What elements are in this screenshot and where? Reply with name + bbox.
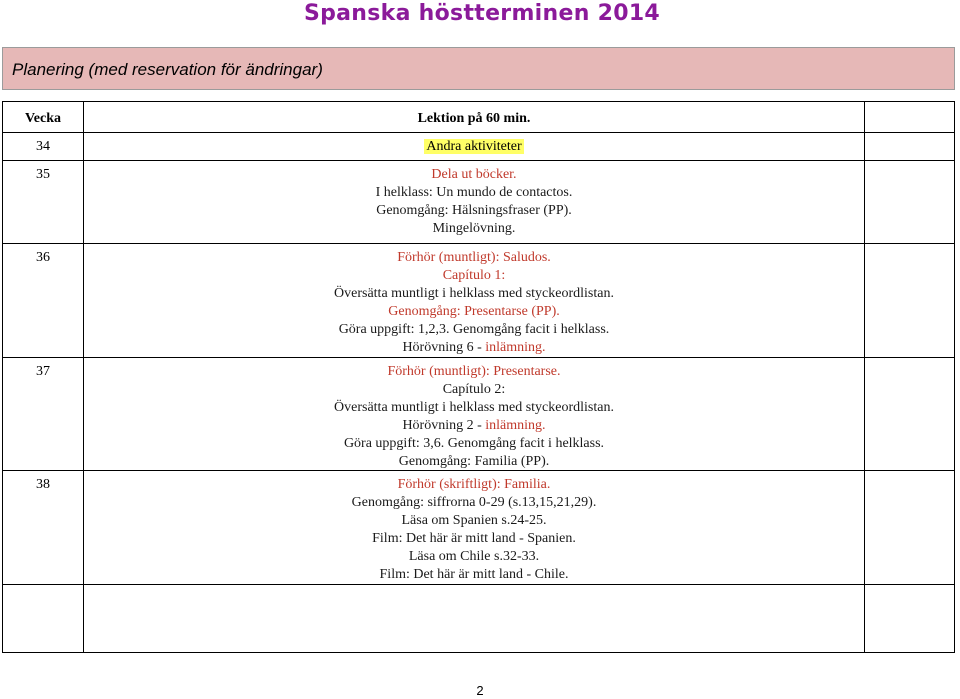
lesson-line-text: Översätta muntligt i helklass med styckeordlistan. [334,400,614,415]
lesson-line-text: Andra aktiviteter [426,139,522,154]
lesson-content [84,138,864,156]
column-divider [864,102,865,652]
lesson-line [84,435,864,453]
lesson-line-text: Förhör (muntligt): Presentarse. [387,364,561,379]
lesson-line-text: I helklass: Un mundo de contactos. [375,185,573,200]
lesson-line-text: Hörövning 2 - [402,418,486,433]
lesson-line [84,202,864,220]
lesson-line [84,138,864,156]
lesson-line [84,381,864,399]
lesson-line [84,321,864,339]
lesson-line [84,530,864,548]
lesson-line [84,220,864,238]
week-number: 35 [36,167,50,182]
schedule-table [2,101,955,653]
row-divider [3,160,954,161]
lesson-line-text: Film: Det här är mitt land - Spanien. [372,531,576,546]
planning-banner [2,47,955,90]
lesson-content [84,249,864,357]
planning-banner-text: Planering (med reservation för ändringar) [12,60,323,79]
lesson-line [84,339,864,357]
row-divider [3,357,954,358]
header-week: Vecka [24,111,62,126]
lesson-line-text: Genomgång: Familia (PP). [398,454,550,469]
submission-label: inlämning. [485,418,546,433]
lesson-line-text: Förhör (muntligt): Saludos. [397,250,551,265]
lesson-line [84,399,864,417]
lesson-line-text: Dela ut böcker. [431,167,517,182]
lesson-line [84,184,864,202]
lesson-line-text: Genomgång: Presentarse (PP). [388,304,560,319]
week-number: 34 [36,139,50,154]
lesson-line [84,476,864,494]
lesson-line [84,417,864,435]
row-divider [3,584,954,585]
week-number: 38 [36,477,50,492]
lesson-line [84,363,864,381]
lesson-line [84,548,864,566]
lesson-line [84,494,864,512]
lesson-line [84,267,864,285]
lesson-line-text: Göra uppgift: 3,6. Genomgång facit i helklass. [343,436,605,451]
week-number: 36 [36,250,50,265]
lesson-line [84,566,864,584]
document-title: Spanska höstterminen 2014 [303,1,661,26]
lesson-line [84,453,864,471]
week-number: 37 [36,364,50,379]
lesson-content [84,476,864,584]
lesson-line-text: Göra uppgift: 1,2,3. Genomgång facit i helklass. [338,322,610,337]
lesson-line-text: Läsa om Spanien s.24-25. [401,513,547,528]
submission-label: inlämning. [485,340,546,355]
lesson-line [84,303,864,321]
lesson-content [84,166,864,238]
lesson-line [84,249,864,267]
lesson-content [84,363,864,471]
lesson-line-text: Översätta muntligt i helklass med styckeordlistan. [334,286,614,301]
lesson-line-text: Mingelövning. [432,221,516,236]
lesson-line [84,285,864,303]
lesson-line-text: Film: Det här är mitt land - Chile. [379,567,569,582]
lesson-line [84,512,864,530]
lesson-line-text: Genomgång: siffrorna 0-29 (s.13,15,21,29). [351,495,597,510]
lesson-line-text: Genomgång: Hälsningsfraser (PP). [376,203,572,218]
lesson-line-text: Förhör (skriftligt): Familia. [397,477,551,492]
lesson-line-text: Capítulo 2: [442,382,506,397]
lesson-line [84,166,864,184]
lesson-line-text: Läsa om Chile s.32-33. [408,549,540,564]
lesson-line-text: Hörövning 6 - [402,340,486,355]
row-divider [3,243,954,244]
header-lesson: Lektion på 60 min. [417,111,531,126]
page-number: 2 [476,683,484,698]
row-divider [3,132,954,133]
lesson-line-text: Capítulo 1: [442,268,506,283]
